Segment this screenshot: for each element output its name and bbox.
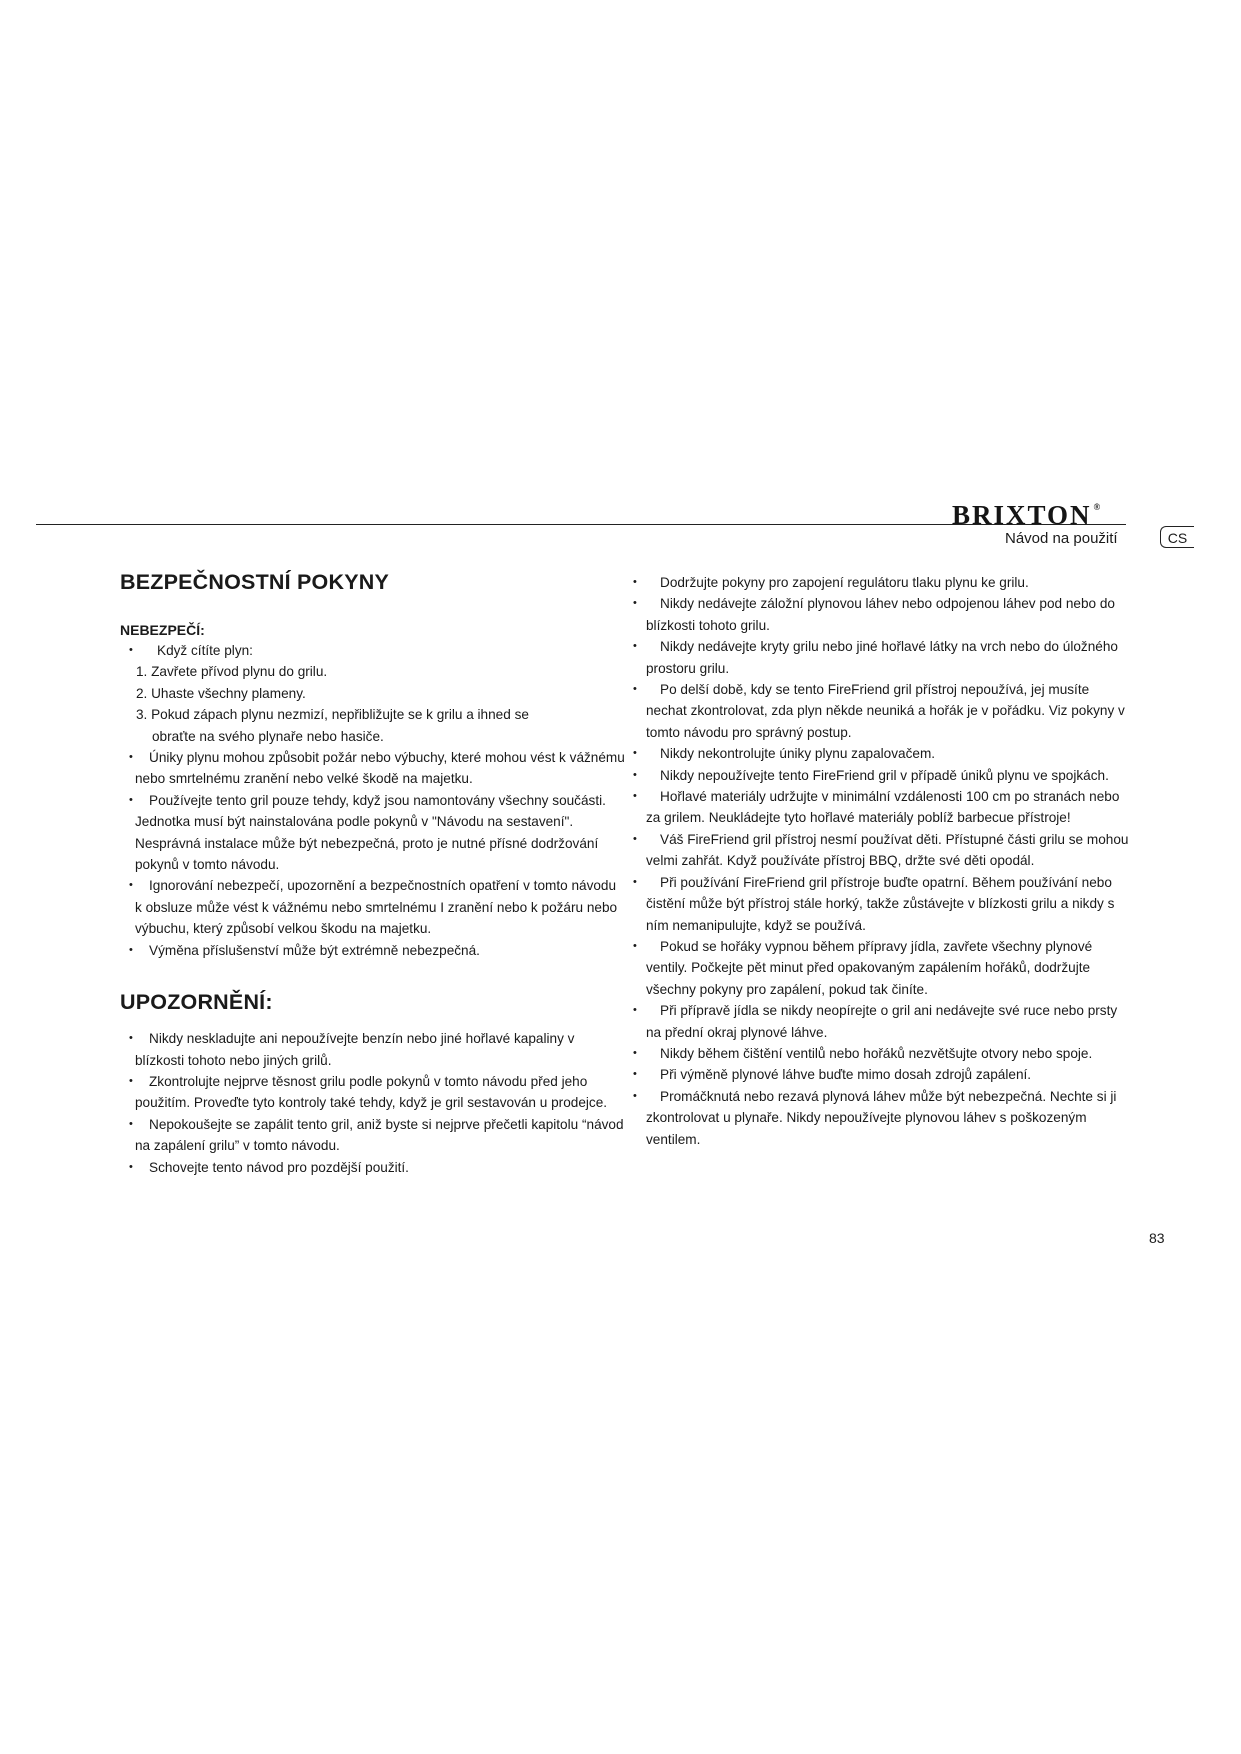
list-item [120, 790, 625, 876]
item-text: Používejte tento gril pouze tehdy, když jsou namontovány všechny [149, 792, 549, 808]
item-text: Schovejte tento návod pro pozdější použití. [149, 1159, 409, 1175]
list-item [630, 636, 1130, 679]
step-item [120, 726, 625, 747]
list-item [630, 593, 1130, 636]
safety-title: BEZPEČNOSTNÍ POKYNY [120, 570, 390, 594]
danger-bullets [120, 747, 625, 961]
item-text: Při přípravě jídla se nikdy neopírejte o gril ani nedávejte své ruce nebo [660, 1003, 1084, 1019]
list-item [120, 875, 625, 939]
item-text-cont: nechat zkontrolovat, zda plyn někde neuniká a hořák je v pořádku. Viz pokyny v tomto návodu pro správný postup. [646, 703, 1125, 740]
registered-mark: ® [1093, 502, 1101, 512]
item-text: Při výměně plynové láhve buďte mimo dosah zdrojů zapálení. [660, 1067, 1032, 1083]
item-text-cont: blízkosti tohoto nebo jiných grilů. [135, 1052, 332, 1068]
item-text: Nikdy nekontrolujte úniky plynu zapalovačem. [660, 746, 936, 762]
list-item [120, 1114, 625, 1157]
step-item: 2. Uhaste všechny plameny. [136, 685, 306, 701]
list-item [630, 765, 1130, 786]
item-text-cont: mohou velmi zahřát. Když používáte přístroj BBQ, držte své děti opodál. [646, 831, 1129, 869]
item-text: Když cítíte plyn: [157, 643, 253, 658]
item-text: Nikdy neskladujte ani nepoužívejte benzín nebo jiné hořlavé kapaliny v [149, 1031, 575, 1047]
list-item [120, 1071, 625, 1114]
list-item [630, 936, 1130, 1000]
list-item [630, 572, 1130, 593]
item-text: Zkontrolujte nejprve těsnost grilu podle pokynů v tomto návodu před [149, 1073, 558, 1089]
list-item [630, 743, 1130, 764]
item-text: Nepokoušejte se zapálit tento gril, aniž byste si nejprve přečetli kapitolu [149, 1116, 579, 1132]
item-text-cont: jeho použitím. Proveďte tyto kontroly také tehdy, když je gril sestavován u prodejce. [135, 1073, 608, 1111]
item-text: Výměna příslušenství může být extrémně nebezpečná. [149, 942, 480, 958]
item-text-cont: ventily. Počkejte pět minut před opakovaným zapálením hořáků, dodržujte všechny pokyny pro zapálení, pokud tak činíte. [646, 960, 1091, 997]
item-text-cont: spojkách. [1051, 767, 1109, 783]
item-text-cont: nebo za grilem. Neukládejte tyto hořlavé materiály poblíž barbecue přístroje! [646, 789, 1120, 826]
list-item [120, 1028, 625, 1071]
page-number: 83 [1149, 1230, 1165, 1246]
list-item [120, 640, 625, 661]
item-text: Hořlavé materiály udržujte v minimální vzdálenosti 100 cm po stranách [660, 789, 1086, 805]
item-text-cont: nebo do blízkosti tohoto grilu. [646, 596, 1115, 633]
item-text-cont: návodu k obsluze může vést k vážnému nebo smrtelnému I zranění nebo k požáru nebo výbuchu, který způsobí velkou škodu na majetku. [135, 878, 618, 937]
item-text: Nikdy nedávejte kryty grilu nebo jiné hořlavé látky na vrch nebo do [660, 639, 1059, 655]
item-text-cont: součásti. Jednotka musí být nainstalována podle pokynů v "Návodu na sestavení". Nesprávná instalace může být nebezpečná, proto je nutné přísné dodržování pokynů v tomto návodu. [135, 792, 606, 873]
danger-heading: NEBEZPEČÍ: [120, 622, 205, 638]
warning-bullets [120, 1028, 625, 1178]
list-item [120, 747, 625, 790]
item-text: Ignorování nebezpečí, upozornění a bezpečnostních opatření v tomto [149, 878, 568, 894]
item-text-cont: “návod na zapálení grilu” v tomto návodu. [135, 1116, 624, 1154]
list-item [630, 1000, 1130, 1043]
item-text: Při používání FireFriend gril přístroje buďte opatrní. Během používání [660, 874, 1078, 890]
item-text-cont: spoje. [1055, 1045, 1093, 1061]
language-tab: CS [1160, 526, 1194, 548]
item-text: Úniky plynu mohou způsobit požár nebo výbuchy, které mohou vést k [149, 750, 566, 766]
list-item [630, 1086, 1130, 1150]
manual-subtitle: Návod na použití [1005, 530, 1118, 547]
right-column [630, 572, 1130, 1150]
step-item: 3. Pokud zápach plynu nezmizí, nepřibližujte se k grilu a ihned se [136, 707, 529, 723]
left-column [120, 567, 625, 1178]
item-text-cont: vážnému nebo smrtelnému zranění nebo velké škodě na majetku. [135, 750, 625, 787]
list-item [630, 1064, 1130, 1085]
header-rule [36, 524, 1126, 525]
list-item [630, 786, 1130, 829]
list-item [630, 829, 1130, 872]
brand-name: BRIXTON [952, 500, 1092, 530]
item-text: Pokud se hořáky vypnou během přípravy jídla, zavřete všechny plynové [660, 938, 1093, 954]
item-text-cont: úložného prostoru grilu. [646, 639, 1118, 676]
item-text: Po delší době, kdy se tento FireFriend gril přístroj nepoužívá, jej musíte [660, 682, 1090, 698]
item-text: Nikdy nedávejte záložní plynovou láhev nebo odpojenou láhev pod [660, 596, 1063, 612]
list-item [630, 872, 1130, 936]
right-bullets [630, 572, 1130, 1150]
item-text: Váš FireFriend gril přístroj nesmí používat děti. Přístupné části grilu se [660, 831, 1084, 847]
item-text-cont: prsty na přední okraj plynové láhve. [646, 1003, 1118, 1040]
item-text: Promáčknutá nebo rezavá plynová láhev může být nebezpečná. Nechte [660, 1088, 1093, 1104]
item-text: Nikdy během čištění ventilů nebo hořáků nezvětšujte otvory nebo [660, 1045, 1053, 1061]
item-text: Dodržujte pokyny pro zapojení regulátoru tlaku plynu ke grilu. [660, 575, 1029, 590]
danger-list [120, 640, 625, 747]
item-text-cont: si ji zkontrolovat u plynaře. Nikdy nepoužívejte plynovou láhev s poškozeným ventilem. [646, 1088, 1117, 1147]
step-continuation: obraťte na svého plynaře nebo hasiče. [152, 728, 384, 744]
step-item: 1. Zavřete přívod plynu do grilu. [136, 664, 328, 680]
item-text-cont: nebo čistění může být přístroj stále horký, takže zůstávejte v blízkosti grilu a nikdy s ním nemanipulujte, když se používá. [646, 874, 1115, 933]
item-text: Nikdy nepoužívejte tento FireFriend gril v případě úniků plynu ve [660, 767, 1048, 783]
list-item [120, 1157, 625, 1178]
list-item [630, 679, 1130, 743]
list-item [120, 940, 625, 961]
list-item [630, 1043, 1130, 1064]
warning-title: UPOZORNĚNÍ: [120, 990, 273, 1015]
